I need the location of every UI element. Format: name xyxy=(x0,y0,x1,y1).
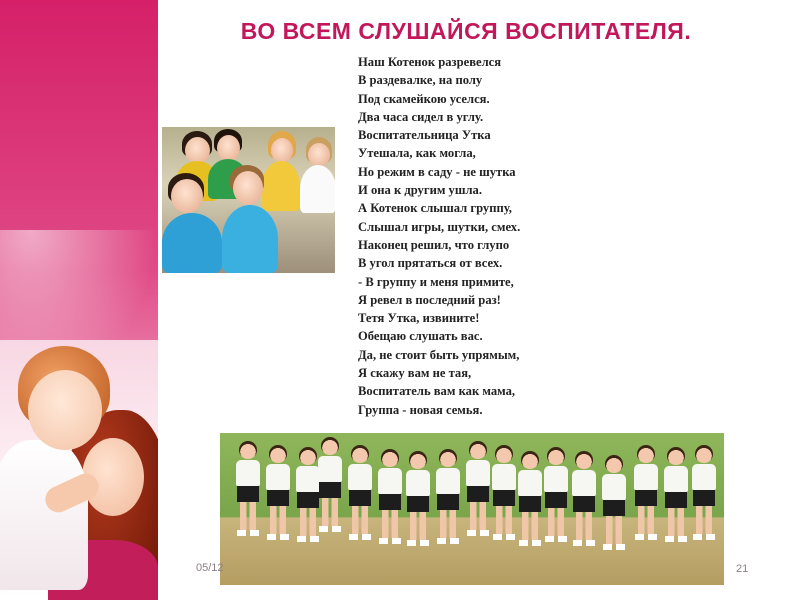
poem-line: Тетя Утка, извините! xyxy=(358,311,480,326)
mother-child-photo xyxy=(0,340,158,600)
poem-line: Но режим в саду - не шутка xyxy=(358,164,516,179)
poem-line: Группа - новая семья. xyxy=(358,402,483,417)
poem-line: Наш Котенок разревелся xyxy=(358,55,502,69)
poem-line: Два часа сидел в углу. xyxy=(358,109,484,124)
poem-text xyxy=(358,53,618,419)
footer-date: 05/12 xyxy=(196,562,224,574)
poem-line: А Котенок слышал группу, xyxy=(358,201,512,216)
poem-line: Я ревел в последний раз! xyxy=(358,292,501,307)
poem-line: Я скажу вам не тая, xyxy=(358,366,472,381)
poem-line: Утешала, как могла, xyxy=(358,146,476,161)
page-number: 21 xyxy=(736,563,749,575)
poem-line: Слышал игры, шутки, смех. xyxy=(358,219,521,234)
poem-line: Да, не стоит быть упрямым, xyxy=(358,347,520,362)
poem-line: - В группу и меня примите, xyxy=(358,274,514,289)
slide-title: ВО ВСЕМ СЛУШАЙСЯ ВОСПИТАТЕЛЯ. xyxy=(240,18,692,44)
poem-line: Наконец решил, что глупо xyxy=(358,237,510,252)
children-group-photo xyxy=(220,433,724,585)
poem-line: Обещаю слушать вас. xyxy=(358,329,483,344)
poem-line: Под скамейкою уселся. xyxy=(358,91,490,106)
poem-line: Воспитательница Утка xyxy=(358,128,491,143)
children-sitting-photo xyxy=(162,127,335,273)
poem-line: Воспитатель вам как мама, xyxy=(358,384,516,399)
poem-line: В раздевалке, на полу xyxy=(358,73,483,88)
poem-line: В угол прятаться от всех. xyxy=(358,256,503,271)
poem-line: И она к другим ушла. xyxy=(358,183,482,198)
